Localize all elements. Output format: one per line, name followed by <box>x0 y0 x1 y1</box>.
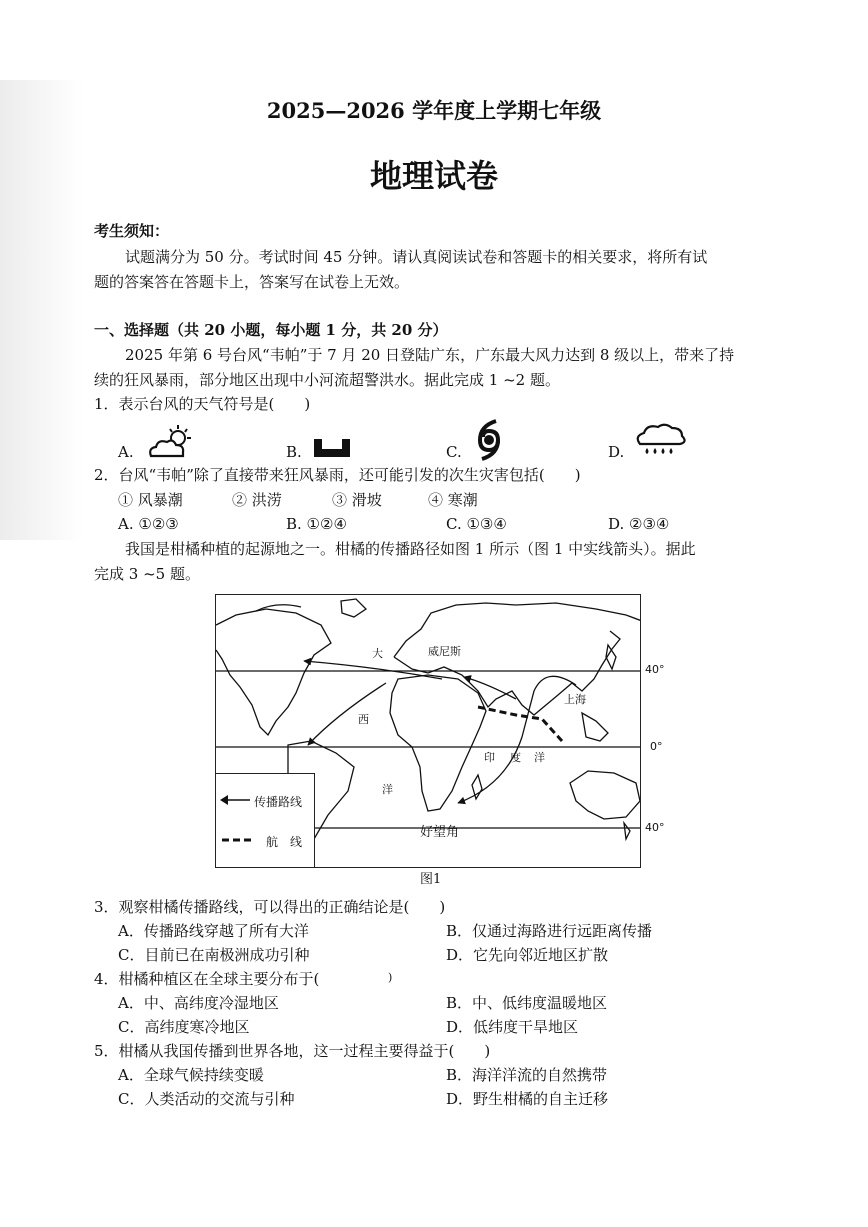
latitude-label-40n: 40° <box>645 663 665 676</box>
map-legend <box>216 773 315 868</box>
figure-caption: 图1 <box>420 872 442 887</box>
map-label-shanghai: 上海 <box>564 693 586 706</box>
q5-option-c: C．人类活动的交流与引种 <box>118 1090 295 1108</box>
intro-1-line-2: 续的狂风暴雨，部分地区出现中小河流超警洪水。据此完成 1 ~2 题。 <box>94 371 560 389</box>
map-label-yang-indian: 洋 <box>534 751 545 764</box>
q1-option-c-label: C. <box>446 443 462 461</box>
intro-2-line-2: 完成 3 ~5 题。 <box>94 565 200 583</box>
q4-option-c: C．高纬度寒冷地区 <box>118 1018 250 1036</box>
intro-2-line-1: 我国是柑橘种植的起源地之一。柑橘的传播路径如图 1 所示（图 1 中实线箭头）。据此 <box>125 540 696 558</box>
q4-option-b: B．中、低纬度温暖地区 <box>446 994 608 1012</box>
q5-option-b: B．海洋洋流的自然携带 <box>446 1066 608 1084</box>
q5-stem: 5．柑橘从我国传播到世界各地，这一过程主要得益于( ) <box>94 1042 491 1060</box>
notice-line-2: 题的答案答在答题卡上，答案写在试卷上无效。 <box>94 273 410 291</box>
q3-option-c: C．目前已在南极洲成功引种 <box>118 946 310 964</box>
subject-title: 地理试卷 <box>369 157 498 195</box>
q2-item-4: ④ 寒潮 <box>428 491 478 509</box>
q3-option-a: A．传播路线穿越了所有大洋 <box>118 922 309 940</box>
legend-route-label: 传播路线 <box>254 795 303 809</box>
q2-item-1: ① 风暴潮 <box>118 491 183 509</box>
q5-option-d: D．野生柑橘的自主迁移 <box>446 1090 609 1108</box>
q3-option-b: B．仅通过海路进行远距离传播 <box>446 922 653 940</box>
map-label-yin: 印 <box>484 751 495 764</box>
q1-option-d-label: D. <box>608 443 625 461</box>
q2-option-c: C. ①③④ <box>446 515 507 533</box>
notice-heading: 考生须知： <box>94 222 170 240</box>
q2-option-d: D. ②③④ <box>608 515 670 533</box>
exam-title: 2025—2026 学年度上学期七年级 <box>266 98 602 123</box>
q4-option-a: A．中、高纬度冷湿地区 <box>118 994 279 1012</box>
q2-option-a: A. ①②③ <box>118 515 179 533</box>
figure-1-map <box>215 594 641 868</box>
q1-option-a-label: A. <box>118 443 134 461</box>
q3-option-d: D．它先向邻近地区扩散 <box>446 946 609 964</box>
map-label-cape-of-good-hope: 好望角 <box>420 825 460 840</box>
typhoon-symbol-icon <box>474 418 504 462</box>
notice-line-1: 试题满分为 50 分。考试时间 45 分钟。请认真阅读试卷和答题卡的相关要求，将所有试 <box>125 248 708 266</box>
q2-option-b: B. ①②④ <box>286 515 347 533</box>
section-heading: 一、选择题（共 20 小题，每小题 1 分，共 20 分） <box>94 321 448 339</box>
q5-option-a: A．全球气候持续变暖 <box>118 1066 264 1084</box>
map-label-yang-atlantic: 洋 <box>382 783 393 796</box>
map-label-venice: 威尼斯 <box>428 645 461 658</box>
latitude-label-0: 0° <box>650 740 663 753</box>
intro-1-line-1: 2025 年第 6 号台风“韦帕”于 7 月 20 日登陆广东，广东最大风力达到 8 级以上，带来了持 <box>125 346 735 364</box>
q2-stem: 2．台风“韦帕”除了直接带来狂风暴雨，还可能引发的次生灾害包括( ) <box>94 466 581 484</box>
scan-shadow <box>0 80 82 540</box>
q1-option-b-label: B. <box>286 443 302 461</box>
map-label-da: 大 <box>372 647 383 660</box>
latitude-label-40s: 40° <box>645 821 665 834</box>
gale-symbol-icon <box>312 437 352 459</box>
q2-item-3: ③ 滑坡 <box>332 491 382 509</box>
map-label-du: 度 <box>510 751 521 764</box>
q2-item-2: ② 洪涝 <box>232 491 282 509</box>
q4-stem: 4．柑橘种植区在全球主要分布于( <box>94 970 320 988</box>
q1-stem: 1．表示台风的天气符号是( ) <box>94 395 311 413</box>
map-label-xi: 西 <box>358 713 369 726</box>
q4-stem-tail: ) <box>388 971 393 984</box>
partly-cloudy-symbol-icon <box>146 424 198 460</box>
legend-symbols <box>216 774 314 868</box>
rain-symbol-icon <box>634 422 688 458</box>
q4-option-d: D．低纬度干旱地区 <box>446 1018 579 1036</box>
q3-stem: 3．观察柑橘传播路线，可以得出的正确结论是( ) <box>94 898 446 916</box>
legend-shipping-label: 航 线 <box>266 835 303 849</box>
